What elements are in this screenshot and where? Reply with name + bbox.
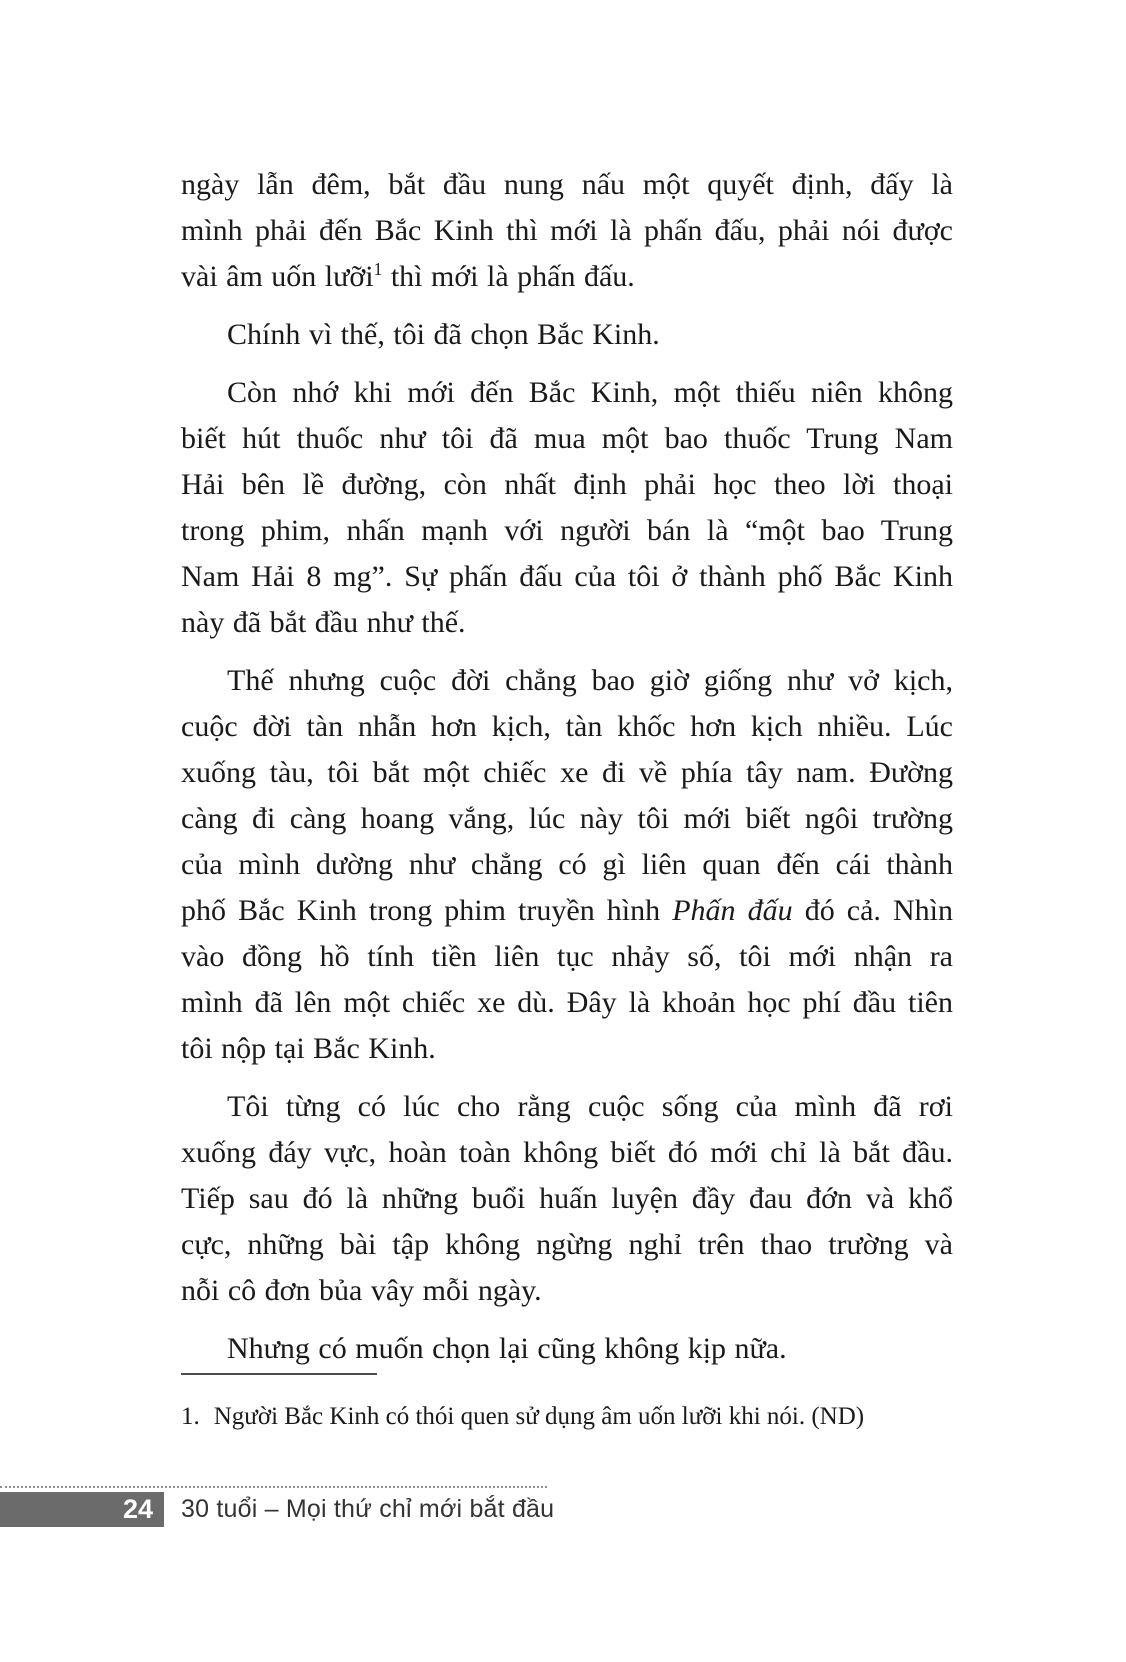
- text-line: [181, 1268, 953, 1314]
- page-number: 24: [122, 1494, 153, 1524]
- text-line: [181, 704, 953, 750]
- text-segment: Tiếp sau đó là những buổi huấn luyện đầy đau đớn và khổ: [181, 1182, 953, 1215]
- text-line: [181, 554, 953, 600]
- text-line: [181, 1026, 953, 1072]
- text-line: [181, 254, 953, 300]
- text-line: [181, 312, 953, 358]
- text-line: [181, 796, 953, 842]
- text-line: [181, 1130, 953, 1176]
- text-segment: vài âm uốn lưỡi: [181, 260, 374, 293]
- text-line: [181, 1326, 953, 1372]
- paragraph: [181, 370, 953, 646]
- text-segment: Hải bên lề đường, còn nhất định phải học theo lời thoại: [181, 468, 953, 501]
- text-line: [181, 1084, 953, 1130]
- text-segment: xuống tàu, tôi bắt một chiếc xe đi về phía tây nam. Đường: [181, 756, 953, 789]
- text-line: [181, 162, 953, 208]
- text-line: [181, 658, 953, 704]
- text-line: [181, 208, 953, 254]
- paragraph: [181, 1084, 953, 1314]
- text-segment: thì mới là phấn đấu.: [382, 260, 635, 293]
- paragraph: [181, 162, 953, 300]
- text-segment: Còn nhớ khi mới đến Bắc Kinh, một thiếu niên không: [227, 376, 953, 409]
- text-line: [181, 1222, 953, 1268]
- text-segment: phố Bắc Kinh trong phim truyền hình: [181, 894, 673, 927]
- text-segment: Nhưng có muốn chọn lại cũng không kịp nữa.: [227, 1332, 787, 1365]
- footnote-text: Người Bắc Kinh có thói quen sử dụng âm uốn lưỡi khi nói. (ND): [213, 1403, 865, 1430]
- text-segment: càng đi càng hoang vắng, lúc này tôi mới biết ngôi trường: [181, 802, 953, 835]
- text-segment: tôi nộp tại Bắc Kinh.: [181, 1032, 436, 1065]
- text-segment: của mình dường như chẳng có gì liên quan đến cái thành: [181, 848, 953, 881]
- paragraph: [181, 1326, 953, 1372]
- paragraph: [181, 312, 953, 358]
- text-segment: Thế nhưng cuộc đời chẳng bao giờ giống như vở kịch,: [227, 664, 953, 697]
- text-segment: Chính vì thế, tôi đã chọn Bắc Kinh.: [227, 318, 660, 351]
- text-segment: mình đã lên một chiếc xe dù. Đây là khoản học phí đầu tiên: [181, 986, 953, 1019]
- text-line: [181, 934, 953, 980]
- page-number-badge: [0, 1492, 164, 1527]
- text-line: [181, 842, 953, 888]
- text-segment: Phấn đấu: [672, 894, 793, 927]
- footnote-reference: 1: [373, 259, 383, 279]
- footnote-marker: 1.: [181, 1403, 200, 1430]
- text-segment: cực, những bài tập không ngừng nghỉ trên thao trường và: [181, 1228, 953, 1261]
- text-segment: cuộc đời tàn nhẫn hơn kịch, tàn khốc hơn kịch nhiều. Lúc: [181, 710, 953, 743]
- text-line: [181, 416, 953, 462]
- text-segment: vào đồng hồ tính tiền liên tục nhảy số, tôi mới nhận ra: [181, 940, 953, 973]
- text-segment: trong phim, nhấn mạnh với người bán là “một bao Trung: [181, 514, 953, 547]
- text-line: [181, 370, 953, 416]
- text-segment: xuống đáy vực, hoàn toàn không biết đó mới chỉ là bắt đầu.: [181, 1136, 953, 1169]
- body-text: [181, 162, 953, 1384]
- text-line: [181, 1176, 953, 1222]
- text-segment: đó cả. Nhìn: [792, 894, 954, 927]
- text-line: [181, 888, 953, 934]
- text-segment: Nam Hải 8 mg”. Sự phấn đấu của tôi ở thành phố Bắc Kinh: [181, 560, 953, 593]
- text-segment: này đã bắt đầu như thế.: [181, 606, 466, 639]
- footnote: [181, 1400, 953, 1434]
- text-segment: biết hút thuốc như tôi đã mua một bao thuốc Trung Nam: [181, 422, 953, 455]
- paragraph: [181, 658, 953, 1072]
- text-line: [181, 980, 953, 1026]
- text-line: [181, 462, 953, 508]
- text-segment: Tôi từng có lúc cho rằng cuộc sống của mình đã rơi: [227, 1090, 953, 1123]
- text-line: [181, 600, 953, 646]
- text-segment: ngày lẫn đêm, bắt đầu nung nấu một quyết định, đấy là: [181, 168, 953, 201]
- running-title: 30 tuổi – Mọi thứ chỉ mới bắt đầu: [181, 1495, 555, 1523]
- text-segment: mình phải đến Bắc Kinh thì mới là phấn đấu, phải nói được: [181, 214, 953, 247]
- text-line: [181, 750, 953, 796]
- footnote-divider: [181, 1373, 377, 1375]
- text-line: [181, 508, 953, 554]
- footer-dotted-rule: [0, 1486, 547, 1488]
- text-segment: nỗi cô đơn bủa vây mỗi ngày.: [181, 1274, 542, 1307]
